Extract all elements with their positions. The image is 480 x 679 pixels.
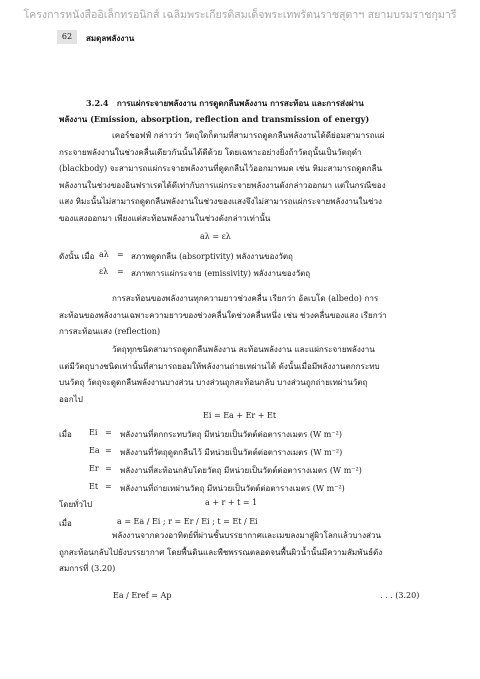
text-line: บนวัตถุ วัตถุจะดูดกลืนพลังงานบางส่วน บางส่วนถูกสะท้อนกลับ บางส่วนถูกถ่ายเทผ่านวัตถุ [59, 377, 368, 387]
text-line: ของแสงออกมา เพียงแต่สะท้อนพลังงานในช่วงดังกล่าวเท่านั้น [59, 212, 271, 223]
text-line: กระจายพลังงานในช่วงคลื่นเดียวกันนั้นได้ดีด้วย โดยเฉพาะอย่างยิ่งถ้าวัตถุนั้นเป็นวัตถุดำ [59, 146, 362, 157]
equation-ratios: a = Ea / Ei ; r = Er / Ei ; t = Et / Ei [117, 517, 258, 526]
text-line: การสะท้อนแสง (reflection) [59, 326, 161, 336]
text-line: เคอร์ชอฟฟ์ กล่าวว่า วัตถุใดก็ตามที่สามารถดูดกลืนพลังงานได้ดีย่อมสามารถแผ่ [112, 130, 385, 140]
definition-text: พลังงานที่ตกกระทบวัตถุ มีหน่วยเป็นวัตต์ต่อตารางเมตร (W m⁻²) [120, 430, 342, 439]
definition-label: เมื่อ [59, 430, 72, 439]
text-line: ออกไป [59, 393, 83, 404]
text-line: สะท้อนของพลังงานเฉพาะความยาวของช่วงคลื่นใดช่วงคลื่นหนึ่ง เช่น ช่วงคลื่นของแสง เรียกว่า [59, 309, 387, 320]
definition-symbol: aλ [99, 250, 109, 259]
definition-text: พลังงานที่วัตถุดูดกลืนไว้ มีหน่วยเป็นวัตต์ต่อตารางเมตร (W m⁻²) [120, 448, 343, 457]
book-series-header: โครงการหนังสืออิเล็กทรอนิกส์ เฉลิมพระเกียรติสมเด็จพระเทพรัตนราชสุดาฯ สยามบรมราชกุมารี [23, 9, 457, 21]
definition-equals: = [105, 428, 112, 437]
paragraph-solar-reflection [59, 527, 382, 577]
text-line: แต่มีวัตถุบางชนิดเท่านั้นที่สามารถยอมให้พลังงานถ่ายเทผ่านได้ ดังนั้นเมื่อมีพลังงานตกกระทบ [59, 360, 380, 371]
definition-row [59, 464, 449, 478]
text-line: วัตถุทุกชนิดสามารถดูดกลืนพลังงาน สะท้อนพลังงาน และแผ่กระจายพลังงาน [112, 344, 375, 354]
section-number: 3.2.4 [86, 98, 109, 108]
section-title-line1: การแผ่กระจายพลังงาน การดูดกลืนพลังงาน การสะท้อน และการส่งผ่าน [116, 98, 364, 108]
text-line: พลังงานจากดวงอาทิตย์ที่ผ่านชั้นบรรยากาศและเมฆลงมาสู่ผิวโลกแล้วบางส่วน [112, 530, 382, 540]
text-line: (blackbody) จะสามารถแผ่กระจายพลังงานที่ดูดกลืนไว้ออกมาหมด เช่น หิมะสามารถดูดกลืน [59, 163, 383, 173]
equation-energy-components: Ei = Ea + Er + Et [203, 411, 277, 420]
definition-equals: = [105, 482, 112, 491]
definition-text: สภาพการแผ่กระจาย (emissivity) พลังงานของวัตถุ [131, 269, 311, 278]
text-line: สมการที่ (3.20) [59, 563, 116, 573]
definition-equals: = [105, 446, 112, 455]
text-line: พลังงานในช่วงของอินฟราเรดได้ดีเท่ากับการแผ่กระจายพลังงานดังกล่าวออกมา แต่ในกรณีของ [59, 179, 386, 190]
definition-row [59, 446, 449, 460]
section-title-line2: พลังงาน (Emission, absorption, reflection and transmission of energy) [59, 114, 370, 124]
text-line: ถูกสะท้อนกลับไปยังบรรยากาศ โดยพื้นดินและพืชพรรณตลอดจนพื้นผิวน้ำนั้นมีความสัมพันธ์ดัง [59, 546, 383, 557]
page-number: 62 [57, 30, 77, 44]
equation-number: . . . (3.20) [380, 591, 420, 600]
when-label: เมื่อ [59, 519, 72, 528]
equation-3-20: Ea / Eref = Ap [113, 591, 172, 600]
text-line: การสะท้อนของพลังงานทุกความยาวช่วงคลื่น เรียกว่า อัลเบโด (albedo) การ [112, 293, 379, 303]
definition-symbol: ελ [99, 267, 109, 276]
definition-text: พลังงานที่ถ่ายเทผ่านวัตถุ มีหน่วยเป็นวัตต์ต่อตารางเมตร (W m⁻²) [120, 484, 345, 493]
definition-equals: = [105, 464, 112, 473]
paragraph-energy-balance [59, 341, 380, 407]
definition-symbol: Ei [89, 428, 98, 437]
definition-row [59, 250, 439, 264]
definition-equals: = [117, 250, 124, 259]
definition-symbol: Ea [89, 446, 100, 455]
definition-label: ดังนั้น เมื่อ [59, 252, 95, 261]
definition-text: พลังงานที่สะท้อนกลับโดยวัตถุ มีหน่วยเป็นวัตต์ต่อตารางเมตร (W m⁻²) [120, 466, 362, 475]
running-head: สมดุลพลังงาน [86, 33, 135, 43]
paragraph-kirchhoff [59, 127, 386, 226]
equation-sum-unity: a + r + t = 1 [205, 498, 258, 507]
definition-symbol: Et [89, 482, 99, 491]
paragraph-albedo [59, 290, 387, 340]
equation-absorptivity-emissivity: aλ = ελ [200, 232, 231, 241]
definition-text: สภาพดูดกลืน (absorptivity) พลังงานของวัตถุ [131, 252, 293, 261]
section-heading [86, 97, 364, 110]
definition-row [59, 428, 449, 442]
text-line: แสง หิมะนั้นไม่สามารถดูดกลืนพลังงานในช่วงของแสงจึงไม่สามารถแผ่กระจายพลังงานในช่วง [59, 196, 382, 206]
definition-symbol: Er [89, 464, 99, 473]
definition-row [59, 267, 439, 281]
definition-row [59, 482, 449, 496]
definition-equals: = [117, 267, 124, 276]
general-label: โดยทั่วไป [59, 500, 93, 509]
